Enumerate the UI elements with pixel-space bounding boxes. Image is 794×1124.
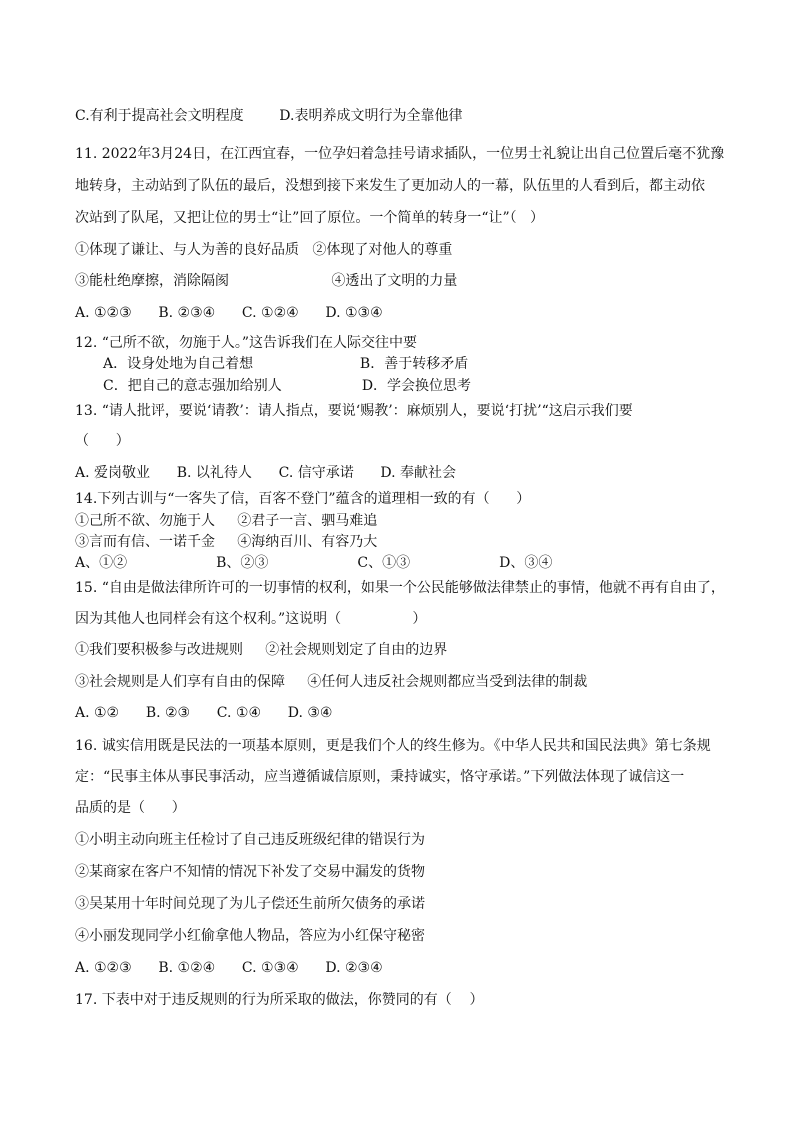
q11-statements-1-2: ①体现了谦让、与人为善的良好品质 ②体现了对他人的尊重 bbox=[75, 242, 453, 258]
q11-stem-line-2: 地转身，主动站到了队伍的最后，没想到接下来发生了更加动人的一幕，队伍里的人看到后，都主动依 bbox=[75, 178, 705, 194]
q12-options-ab: A．设身处地为自己着想 B．善于转移矛盾 bbox=[103, 356, 469, 372]
q16-statement-2: ②某商家在客户不知情的情况下补发了交易中漏发的货物 bbox=[75, 864, 425, 880]
q14-statements-3-4: ③言而有信、一诺千金 ④海纳百川、有容乃大 bbox=[75, 534, 378, 550]
q13-answer-bracket: （ ） bbox=[75, 433, 130, 449]
q12-options-cd: C．把自己的意志强加给别人 D．学会换位思考 bbox=[103, 378, 472, 394]
q10-options-cd: C.有利于提高社会文明程度 D.表明养成文明行为全靠他律 bbox=[75, 108, 463, 124]
q14-stem: 14.下列古训与“一客失了信，百客不登门”蕴含的道理相一致的有（ ） bbox=[75, 491, 531, 507]
q16-statement-4: ④小丽发现同学小红偷拿他人物品，答应为小红保守秘密 bbox=[75, 928, 425, 944]
q16-statement-3: ③吴某用十年时间兑现了为儿子偿还生前所欠债务的承诺 bbox=[75, 896, 425, 912]
q11-stem-line-3: 次站到了队尾，又把让位的男士“让”回了原位。一个简单的转身一“让”（ ） bbox=[75, 210, 544, 226]
q15-statements-1-2: ①我们要积极参与改进规则 ②社会规则划定了自由的边界 bbox=[75, 642, 448, 658]
q14-options: A、①② B、②③ C、①③ D、③④ bbox=[75, 555, 553, 571]
q16-stem-line-2: 定：“民事主体从事民事活动，应当遵循诚信原则，秉持诚实，恪守承诺。”下列做法体现了诚信这一 bbox=[75, 769, 685, 785]
q15-stem-line-2: 因为其他人也同样会有这个权利。”这说明（ ） bbox=[75, 611, 427, 627]
q15-statements-3-4: ③社会规则是人们享有自由的保障 ④任何人违反社会规则都应当受到法律的制裁 bbox=[75, 674, 588, 690]
q14-statements-1-2: ①己所不欲、勿施于人 ②君子一言、驷马难追 bbox=[75, 513, 378, 529]
q15-options: A. ①② B. ②③ C. ①④ D. ③④ bbox=[75, 705, 333, 721]
q16-stem-line-1: 16. 诚实信用既是民法的一项基本原则，更是我们个人的终生修为。《中华人民共和国民法典》第七条规 bbox=[75, 738, 711, 754]
q13-options: A. 爱岗敬业 B. 以礼待人 C. 信守承诺 D. 奉献社会 bbox=[75, 465, 457, 481]
q16-options: A. ①②③ B. ①②④ C. ①③④ D. ②③④ bbox=[75, 960, 383, 976]
q13-stem: 13. “请人批评，要说‘请教’：请人指点，要说‘赐教’：麻烦别人，要说‘打扰’“这启示我们要 bbox=[75, 403, 633, 419]
q12-stem: 12. “己所不欲，勿施于人。”这告诉我们在人际交往中要 bbox=[75, 335, 418, 351]
q15-stem-line-1: 15. “自由是做法律所许可的一切事情的权利，如果一个公民能够做法律禁止的事情，他就不再有自由了， bbox=[75, 580, 725, 596]
q17-stem: 17. 下表中对于违反规则的行为所采取的做法，你赞同的有（ ） bbox=[75, 992, 484, 1008]
q11-stem-line-1: 11. 2022年3月24日，在江西宜春，一位孕妇着急挂号请求插队，一位男士礼貌让出自己位置后毫不犹豫 bbox=[75, 146, 725, 162]
q16-stem-line-3: 品质的是（ ） bbox=[75, 800, 186, 816]
q11-options: A. ①②③ B. ②③④ C. ①②④ D. ①③④ bbox=[75, 305, 383, 321]
q11-statements-3-4: ③能杜绝摩擦，消除隔阂 ④透出了文明的力量 bbox=[75, 273, 458, 289]
q16-statement-1: ①小明主动向班主任检讨了自己违反班级纪律的错误行为 bbox=[75, 832, 425, 848]
